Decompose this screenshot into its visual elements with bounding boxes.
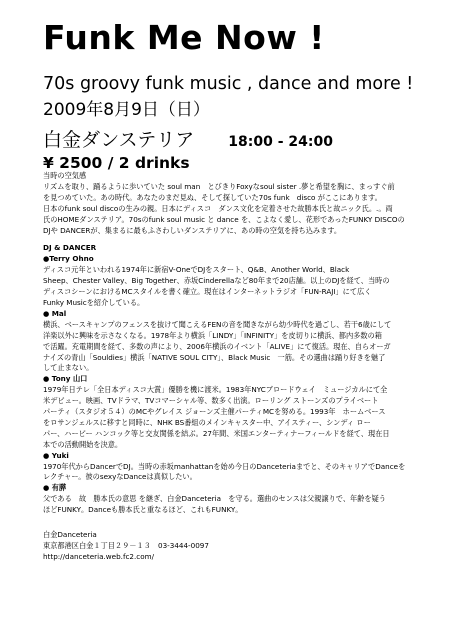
event-subtitle: 70s groovy funk music , dance and more ! [43,74,414,94]
dj-profile [43,374,443,450]
dj-line: 横浜、ベースキャンプのフェンスを抜けて聞こえるFENの音を聞きながら幼少時代を過ごし、若干6歳にして [43,319,392,329]
dj-name: ● Yuki [43,450,69,460]
dj-line: をロサンジェルスに移すと同時に、NHK BS番組のメインキャスター中、アイスティー、シンディ ロー [43,417,371,427]
dj-line: して止まない。 [43,363,94,373]
dj-heading: DJ & DANCER [43,243,97,253]
venue-line [43,125,333,152]
intro-line: DJや DANCERが、集まるに最もふさわしいダンステリアに、あの時の空気を持ち込みます。 [43,225,342,235]
dj-profile [43,451,443,484]
dj-name: ●Terry Ohno [43,254,94,264]
event-title: Funk Me Now ! [43,18,325,57]
dj-line: 1970年代からDancerでDJ。当時の赤坂manhattanを始め今日のDanceteriaまでと、そのキャリアでDanceを [43,461,406,471]
dj-line: 米デビュー。映画、TVドラマ、TVコマーシャル等、数多く出演。ローリング ストーンズのプライベート [43,396,379,406]
footer-address: 東京都港区白金１丁目２９－１３ 03-3444-0097 [43,541,209,550]
dj-line: ディスコ元年といわれる1974年に新宿V-OneでDJをスタート、Q&B、Another World、Black [43,265,350,275]
dj-line: で活躍。充電期間を経て、多数の声により、2006年横浜のイベント「ALIVE」にて復活。現在、自らオーガ [43,341,391,351]
dj-line: 本での活動開始を決意。 [43,439,123,449]
dj-profile [43,254,443,309]
intro-line: リズムを取り、踊るように歩いていた soul man とびきりFoxyなsoul sister .夢と希望を胸に、まっすぐ前 [43,181,395,191]
venue-footer [43,530,443,563]
flyer-body [43,171,443,563]
dj-line: パー、ハービー ハンコック等と交友関係を結ぶ。27年間、米国エンターティナーフィールドを経て、現在日 [43,428,390,438]
dj-line: Sheep、Chester Valley、Big Together、赤坂Cinderellaなど80年まで20店舗。以上のDJを経て、当時の [43,276,390,286]
venue-name: 白金ダンステリア [43,129,195,151]
dj-line: ナイズの青山「Souldies」横浜「NATIVE SOUL CITY」、Black Music 一筋。その選曲は踊り好きを魅了 [43,352,386,362]
footer-url-link[interactable]: http://danceteria.web.fc2.com/ [43,551,155,561]
dj-line: ディスコシーンにおけるMCスタイルを書く確立。現在はインターネットラジオ「FUN-RAJI」にて広く [43,287,372,297]
dj-name: ● 有膵 [43,483,67,493]
dj-line: レクチャー。彼のsexyなDanceは真似したい。 [43,472,197,482]
event-date: 2009年8月9日（日） [43,100,210,120]
dj-line: ほどFUNKY。Danceも勝本氏と重なるほど、これもFUNKY。 [43,505,243,515]
dj-line: Funky Musicを紹介している。 [43,297,145,307]
dj-profile [43,309,443,374]
dj-name: ● Mal [43,308,67,318]
dj-line: パーティ（スタジオ５４）のMCやグレイス ジョーンズ主催パーティMCを努める。1993年 ホームベース [43,407,386,417]
dj-line: 1979年日テレ「全日本ディスコ大賞」優勝を機に渡米。1983年NYCブロードウェイ ミュージカルにて全 [43,385,388,395]
event-time: 18:00 - 24:00 [228,134,333,150]
intro-line: 当時の空気感 [43,171,87,180]
intro-line: 日本のfunk soul discoの生みの親。日本にディスコ ダンス文化を定着させた故勝本氏と故ニック氏。.。両 [43,203,393,213]
dj-profile [43,483,443,516]
intro-paragraph [43,171,443,236]
dj-line: 父である 故 勝本氏の意思 を継ぎ、白金Danceteria を守る。選曲のセンスは父親譲りで、年齢を疑う [43,494,386,504]
intro-line: 氏のHOMEダンステリア。70sのfunk soul music と dance を、こよなく愛し、花形であったFUNKY DISCOの [43,214,405,224]
dj-line: 洋楽以外に興味を示さなくなる。1978年より横浜「LINDY」「INFINITY」を皮切りに横浜、都内多数の箱 [43,330,382,340]
dj-name: ● Tony 山口 [43,374,88,384]
footer-venue-name: 白金Danceteria [43,530,97,540]
intro-line: を見つめていた。あの時代。あなたのまだ見ぬ、そして探していた70s funk disco がここにあります。 [43,192,382,202]
event-price: ¥ 2500 / 2 drinks [43,154,190,172]
